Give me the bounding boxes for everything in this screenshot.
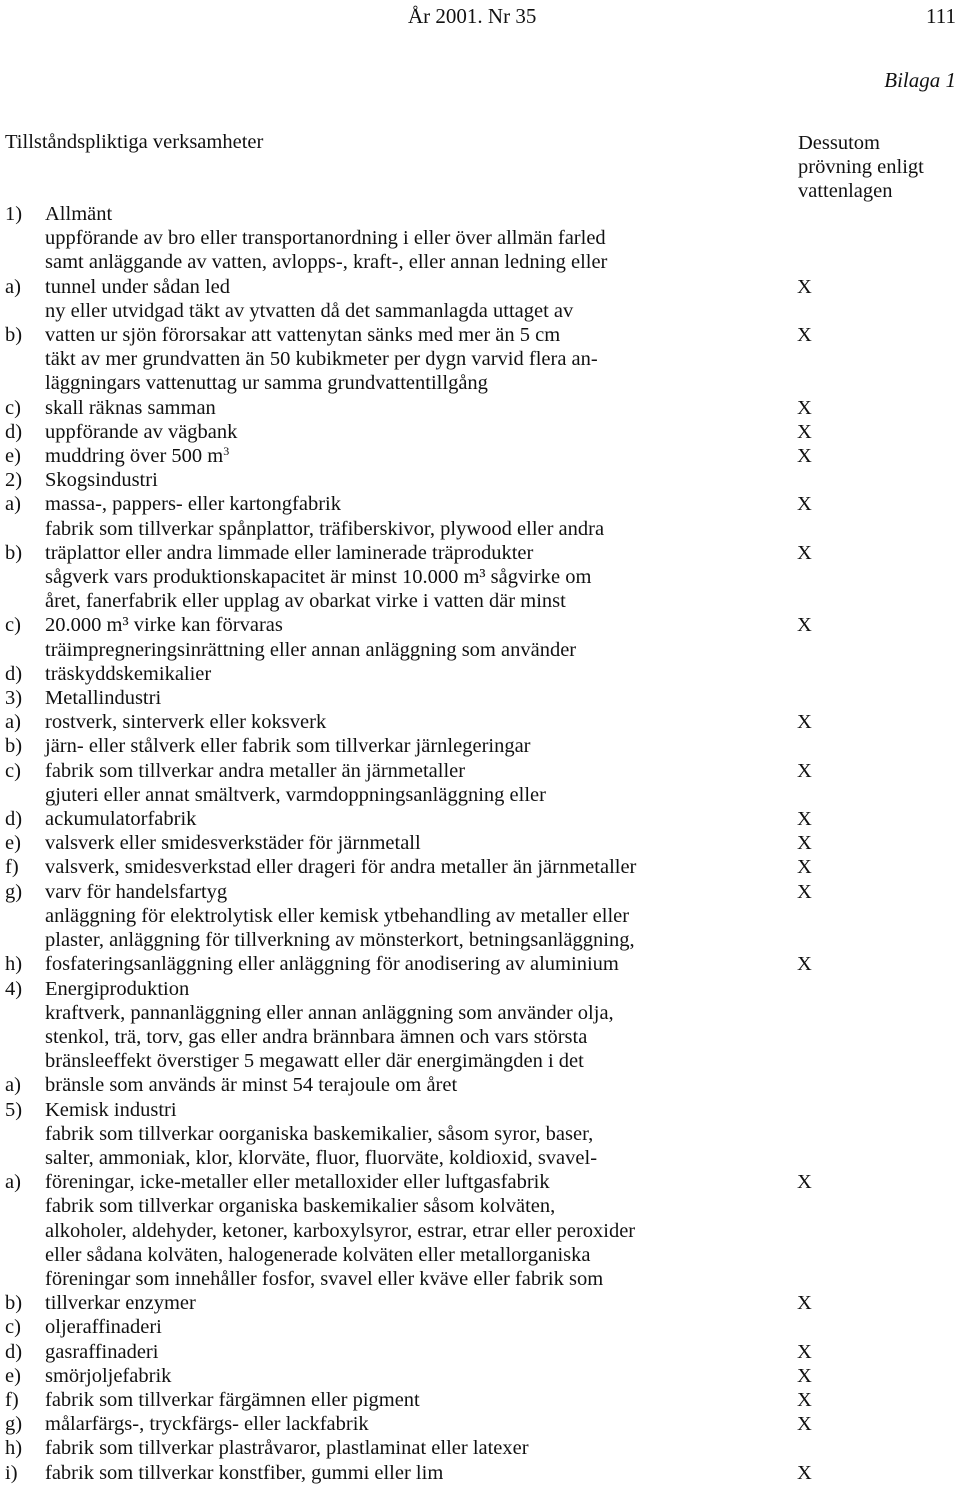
list-item [0,855,960,879]
list-item [0,734,960,758]
superscript: 3 [223,444,230,459]
water-law-mark: X [797,1413,812,1436]
item-text: fabrik som tillverkar organiska baskemikalier såsom kolväten, alkoholer, aldehyder, ketoner, karboxylsyror, estrar, etrar eller peroxider eller sådana kolväten, halogenerade kolväten eller metallorganiska föreningar som innehåller fosfor, svavel eller kväve eller fabrik som tillverkar enzymer [45,1195,636,1315]
page-number: 111 [926,4,956,28]
item-text: kraftverk, pannanläggning eller annan anläggning som använder olja, stenkol, trä, torv, gas eller andra brännbara ämnen och vars största bränsleeffekt överstiger 5 megawatt eller där energimängden i det bränsle som används är minst 54 terajoule om året [45,1001,614,1097]
water-law-mark: X [797,856,812,879]
item-text: uppförande av bro eller transportanordning i eller över allmän farled samt anläggande av vatten, avlopps-, kraft-, eller annan ledning eller tunnel under sådan led [45,227,608,298]
water-law-mark: X [797,275,812,298]
item-text: anläggning för elektrolytisk eller kemisk ytbehandling av metaller eller plaster, anläggning för tillverkning av mönsterkort, betningsanläggning, fosfateringsanläggning eller anläggning för anodisering av aluminium [45,904,635,976]
item-label: 3) [5,687,23,710]
list-item [0,977,960,1001]
water-law-mark: X [797,1292,812,1315]
item-label: 5) [5,1098,23,1121]
item-text: fabrik som tillverkar plastråvaror, plastlaminat eller latexer [45,1437,529,1460]
list-item [0,1098,960,1122]
item-label: d) [5,420,23,443]
item-text: varv för handelsfartyg [45,880,228,903]
item-label: c) [5,1316,21,1339]
water-law-mark: X [797,1364,812,1387]
item-label: d) [5,808,23,831]
item-label: e) [5,832,21,855]
list-item [0,1194,960,1315]
water-law-mark: X [797,1340,812,1363]
list-item [0,299,960,347]
item-label: e) [5,1364,21,1387]
water-law-mark: X [797,759,812,782]
water-law-mark: X [797,880,812,903]
list-item [0,1340,960,1364]
item-label: d) [5,662,23,685]
item-label: c) [5,396,21,419]
item-label: c) [5,614,21,637]
list-item [0,1436,960,1460]
item-label: g) [5,880,23,903]
list-item [0,710,960,734]
item-label: b) [5,735,23,758]
item-text: muddring över 500 $m^3$ [45,444,230,468]
list-item [0,759,960,783]
item-text: Energiproduktion [45,977,190,1000]
item-label: 2) [5,469,23,492]
water-law-mark: X [797,493,812,516]
page-header [0,2,960,32]
item-label: f) [5,1388,19,1411]
water-law-mark: X [797,420,812,443]
water-law-mark: X [797,1171,812,1194]
item-label: a) [5,275,21,298]
list-item [0,904,960,977]
list-item [0,880,960,904]
item-text: massa-, pappers- eller kartongfabrik [45,493,341,516]
list-item [0,1364,960,1388]
item-text: Allmänt [45,203,113,225]
list-item [0,420,960,444]
item-text: Metallindustri [45,687,162,710]
list-item [0,1122,960,1195]
water-law-mark: X [797,1461,812,1484]
column-heading-activities: Tillståndspliktiga verksamheter [5,131,264,153]
item-text: smörjoljefabrik [45,1364,172,1387]
item-label: e) [5,445,21,468]
item-label: f) [5,856,19,879]
list-item [0,1315,960,1339]
list-item [0,468,960,492]
item-text: järn- eller stålverk eller fabrik som tillverkar järnlegeringar [45,735,531,758]
list-item [0,1001,960,1098]
item-label: a) [5,711,21,734]
list-item [0,783,960,831]
list-item [0,638,960,686]
list-item [0,492,960,516]
item-label: b) [5,1292,23,1315]
activity-list [0,202,960,1485]
water-law-mark: X [797,445,812,468]
item-label: h) [5,953,23,976]
list-item [0,202,960,226]
list-item [0,1412,960,1436]
list-item [0,1388,960,1412]
item-text: fabrik som tillverkar färgämnen eller pigment [45,1388,420,1411]
item-label: b) [5,541,23,564]
item-label: g) [5,1413,23,1436]
list-item [0,686,960,710]
item-text: gasraffinaderi [45,1340,159,1363]
water-law-mark: X [797,1388,812,1411]
item-label: c) [5,759,21,782]
water-law-mark: X [797,396,812,419]
water-law-mark: X [797,832,812,855]
list-item [0,565,960,638]
water-law-mark: X [797,808,812,831]
item-label: a) [5,493,21,516]
item-text: valsverk eller smidesverkstäder för järnmetall [45,832,421,855]
item-text: sågverk vars produktionskapacitet är minst 10.000 m³ sågvirke om året, fanerfabrik eller upplag av obarkat virke i vatten där minst 20.000 m³ virke kan förvaras [45,566,592,637]
column-heading-line: prövning enligt [798,156,924,178]
list-item [0,831,960,855]
item-text: Skogsindustri [45,469,158,492]
item-text: rostverk, sinterverk eller koksverk [45,711,327,734]
item-text: täkt av mer grundvatten än 50 kubikmeter per dygn varvid flera an- läggningars vattenuttag ur samma grundvattentillgång skall räknas samman [45,348,598,419]
item-label: h) [5,1437,23,1460]
water-law-mark: X [797,614,812,637]
list-item [0,226,960,299]
item-text: fabrik som tillverkar spånplattor, träfiberskivor, plywood eller andra träplattor eller andra limmade eller laminerade träprodukter [45,517,605,564]
header-title: År 2001. Nr 35 [408,4,537,28]
item-text: träimpregneringsinrättning eller annan anläggning som använder träskyddskemikalier [45,638,577,685]
item-text: fabrik som tillverkar oorganiska baskemikalier, såsom syror, baser, salter, ammoniak, klor, klorväte, fluor, fluorväte, koldioxid, svavel- föreningar, icke-metaller eller metalloxider eller luftgasfabrik [45,1122,598,1194]
water-law-mark: X [797,324,812,347]
column-heading-line: Dessutom [798,132,880,154]
item-text: fabrik som tillverkar konstfiber, gummi eller lim [45,1461,444,1484]
item-label: 1) [5,203,23,225]
item-text: valsverk, smidesverkstad eller drageri för andra metaller än järnmetaller [45,856,637,879]
water-law-mark: X [797,711,812,734]
list-item [0,1461,960,1485]
water-law-mark: X [797,541,812,564]
item-label: i) [5,1461,18,1484]
item-text: målarfärgs-, tryckfärgs- eller lackfabrik [45,1413,369,1436]
item-label: a) [5,1171,21,1194]
appendix-label: Bilaga 1 [884,68,956,92]
item-label: b) [5,324,23,347]
column-heading-water-law [798,131,924,203]
list-item [0,347,960,420]
item-text: gjuteri eller annat smältverk, varmdoppningsanläggning eller ackumulatorfabrik [45,783,546,831]
list-item [0,517,960,565]
item-text: Kemisk industri [45,1098,177,1121]
item-label: d) [5,1340,23,1363]
item-text: uppförande av vägbank [45,420,238,443]
item-text: fabrik som tillverkar andra metaller än järnmetaller [45,759,466,782]
list-item [0,444,960,468]
column-heading-line: vattenlagen [798,180,893,202]
item-text: ny eller utvidgad täkt av ytvatten då det sammanlagda uttaget av vatten ur sjön förorsakar att vattenytan sänks med mer än 5 cm [45,299,574,347]
item-label: a) [5,1074,21,1097]
water-law-mark: X [797,953,812,976]
item-text: oljeraffinaderi [45,1316,162,1339]
item-label: 4) [5,977,23,1000]
